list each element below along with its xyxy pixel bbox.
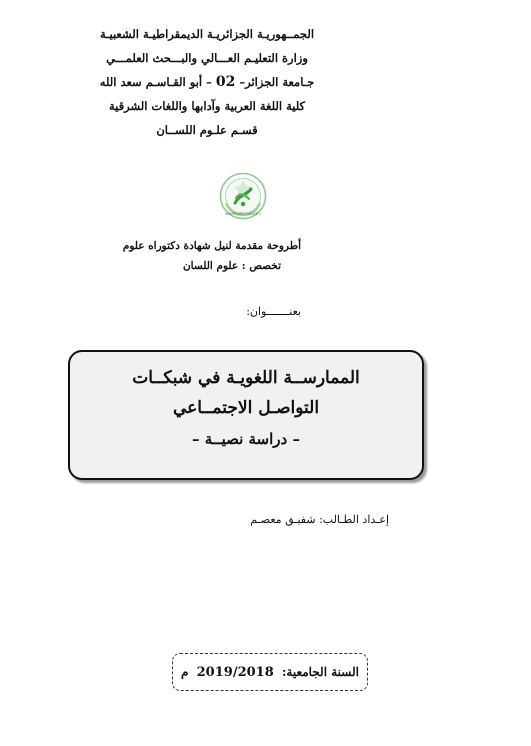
thesis-info (71, 236, 301, 276)
academic-year-suffix: م (181, 665, 189, 679)
thesis-title-box (68, 350, 424, 480)
thesis-description: أطروحة مقدمة لنيل شهادة دكتوراه علوم (122, 240, 301, 252)
title-label: بعنـــــــوان: (246, 305, 301, 318)
institution-header (57, 22, 357, 142)
academic-year-value: 2019/2018 (196, 665, 274, 680)
logo-caption: UNIVERSITÉ D'ALGER 2 (225, 212, 261, 216)
university-logo-icon (219, 172, 267, 220)
title-line-2: التواصـل الاجتمــاعي (172, 398, 320, 418)
university-code: 02 (215, 74, 236, 90)
university-suffix: – أبو القـاسـم سعد الله (99, 75, 212, 89)
academic-year-box (172, 653, 368, 691)
department-name: قسـم علـوم اللســان (156, 123, 258, 137)
academic-year-label: السنة الجامعية: (281, 665, 359, 679)
republic-name: الجمــهوريـة الجزائريـة الديمقراطيـة الشعبيـة (99, 27, 315, 41)
title-line-1: الممارســة اللغويـة في شبكــات (132, 368, 360, 388)
university-prefix: جـامعة الجزائر– (239, 75, 315, 89)
title-line-3: – دراسة نصيــة – (192, 430, 300, 448)
thesis-specialty: تخصص : علوم اللسان (182, 260, 281, 272)
ministry-name: وزارة التعليـم العـــالي والبـــحث العلمـــي (106, 51, 308, 65)
faculty-name: كلية اللغة العربية وآدابها واللغات الشرقية (108, 99, 306, 113)
university-name (57, 70, 357, 94)
author-line: إعـداد الطـالب: شفيـق معصـم (250, 513, 389, 526)
